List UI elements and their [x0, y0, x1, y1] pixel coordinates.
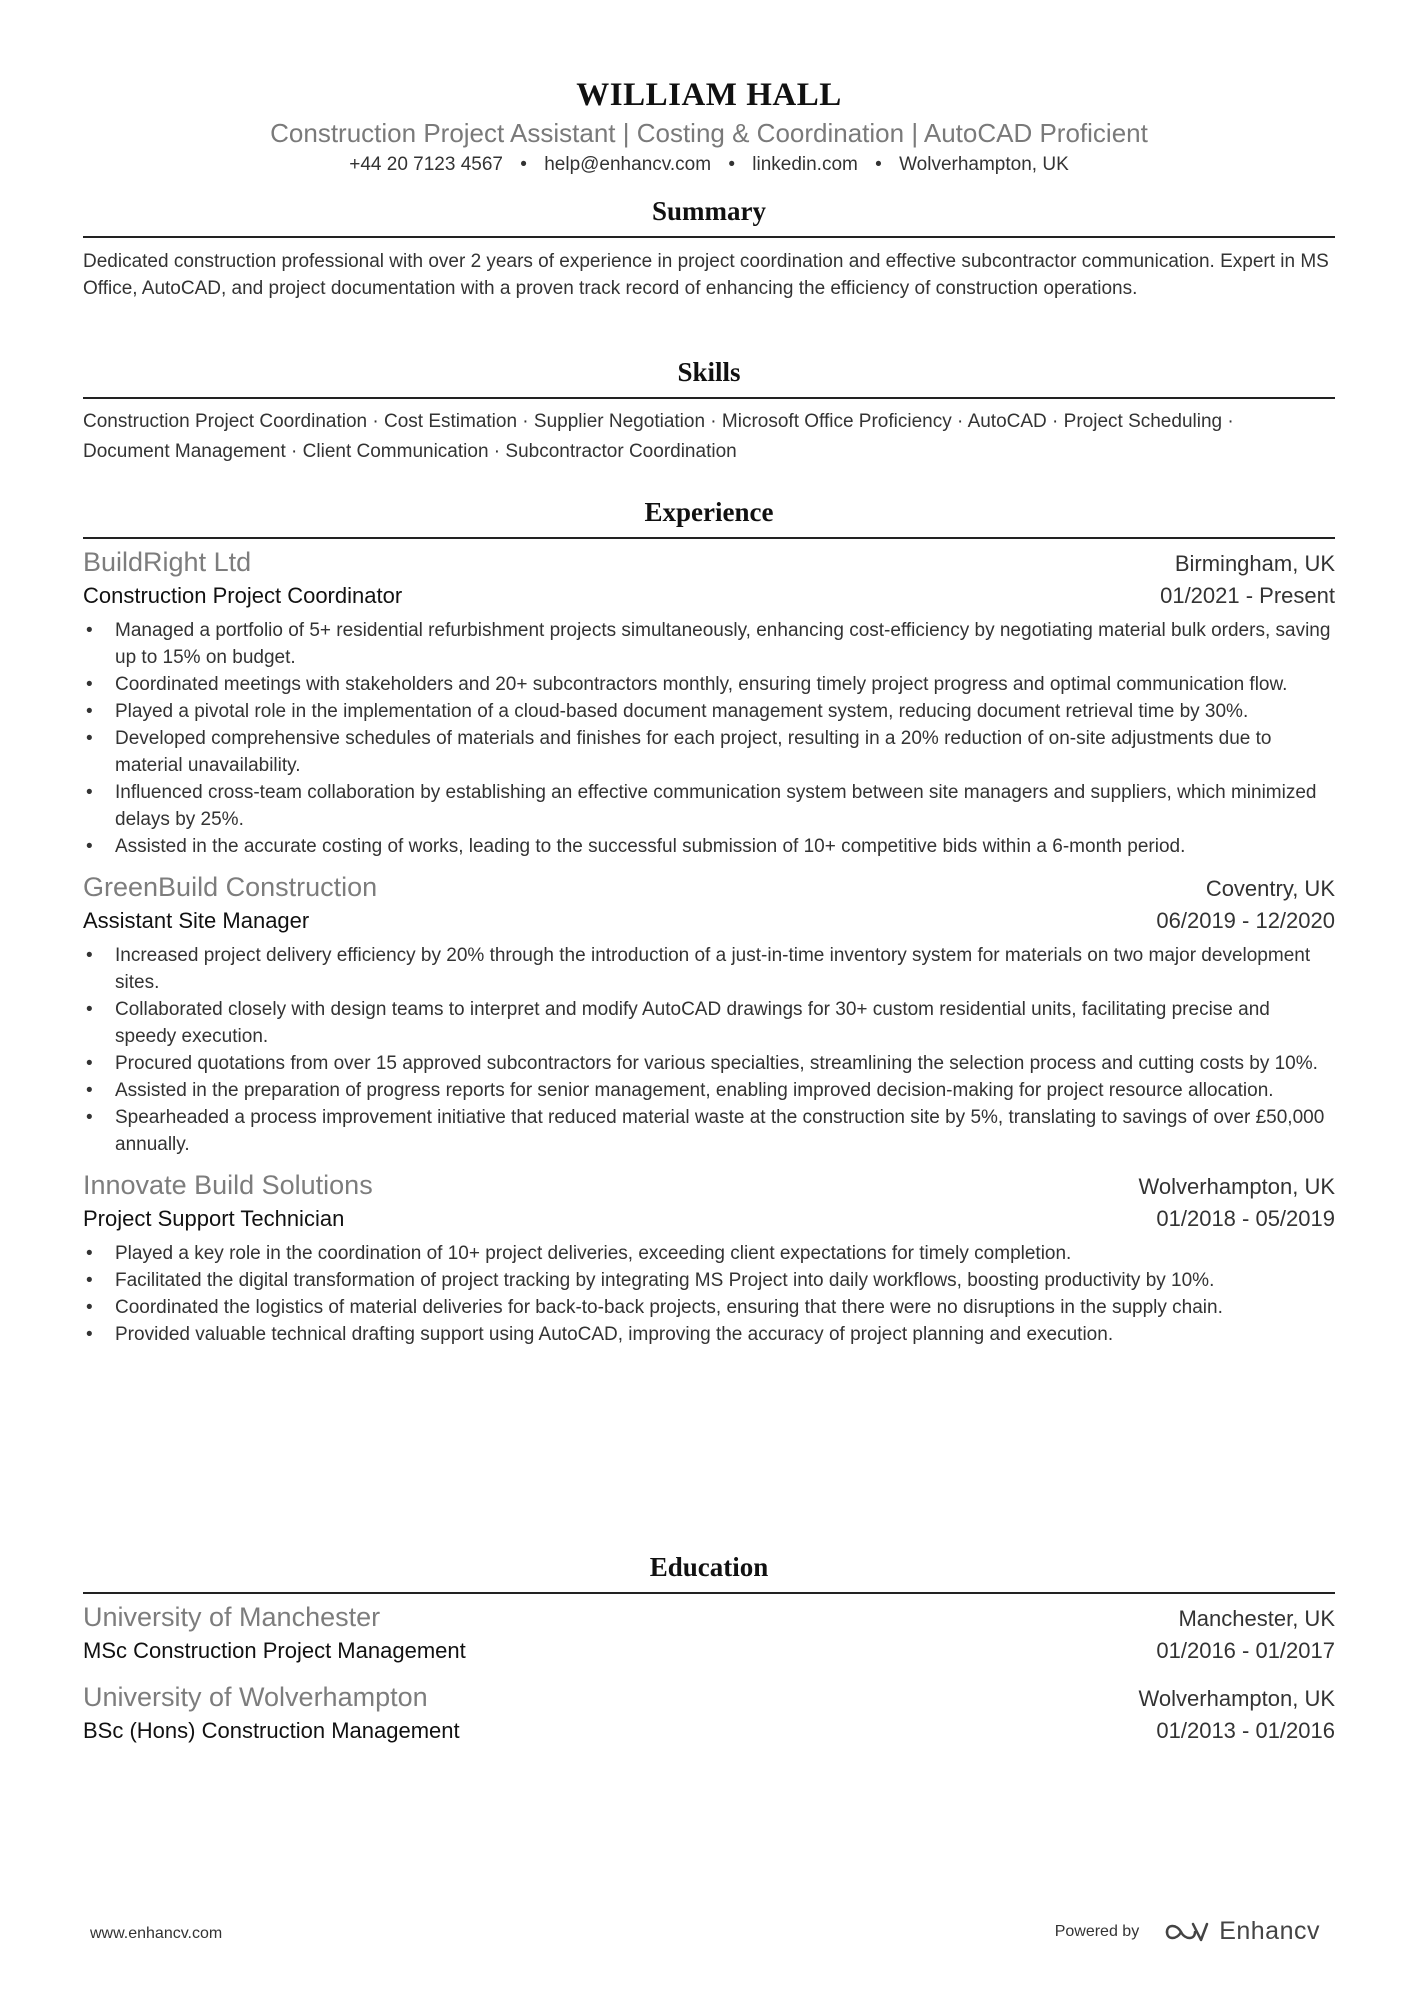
- education-subheader: [83, 1716, 1335, 1746]
- job-location: Birmingham, UK: [1174, 551, 1335, 576]
- footer-website-link[interactable]: www.enhancv.com: [90, 1925, 223, 1942]
- skills-heading: Skills: [83, 355, 1335, 399]
- skills-list: [83, 407, 1335, 467]
- bullet-item: • Played a key role in the coordination of 10+ project deliveries, exceeding client expectations for timely completion.: [83, 1240, 1335, 1267]
- skills-section: [83, 355, 1335, 467]
- school-location: Wolverhampton, UK: [1138, 1686, 1335, 1711]
- education-dates: 01/2016 - 01/2017: [1156, 1638, 1335, 1663]
- bullet-item: • Coordinated meetings with stakeholders and 20+ subcontractors monthly, ensuring timely project progress and optimal communication flow.: [83, 671, 1335, 698]
- bullet-item: • Assisted in the accurate costing of works, leading to the successful submission of 10+ competitive bids within a 6-month period.: [83, 833, 1335, 860]
- contact-location: Wolverhampton, UK: [899, 154, 1069, 175]
- separator-dot: •: [728, 154, 735, 175]
- education-section: [83, 1550, 1335, 1746]
- job-entry: [83, 545, 1335, 860]
- resume-page: [83, 0, 1335, 1995]
- skills-line: Construction Project Coordination · Cost Estimation · Supplier Negotiation · Microsoft Office Proficiency · AutoCAD · Project Scheduling ·: [83, 411, 1234, 432]
- bullet-item: • Developed comprehensive schedules of materials and finishes for each project, resulting in a 20% reduction of on-site adjustments due to material unavailability.: [83, 725, 1335, 779]
- school-location: Manchester, UK: [1178, 1606, 1335, 1631]
- degree-name: MSc Construction Project Management: [83, 1638, 466, 1663]
- job-subheader: [83, 1204, 1335, 1234]
- job-header: [83, 1168, 1335, 1204]
- summary-text: Dedicated construction professional with over 2 years of experience in project coordination and effective subcontractor communication. Expert in MS Office, AutoCAD, and project documentation with a proven track record of enhancing the efficiency of construction operations.: [83, 251, 1329, 299]
- education-entry: [83, 1680, 1335, 1746]
- job-dates: 01/2018 - 05/2019: [1156, 1206, 1335, 1231]
- job-location: Coventry, UK: [1205, 876, 1335, 901]
- job-title: Construction Project Coordinator: [83, 583, 403, 608]
- powered-by-block[interactable]: [1055, 1917, 1320, 1946]
- job-header: [83, 870, 1335, 906]
- phone-number: +44 20 7123 4567: [349, 154, 503, 175]
- bullet-item: • Facilitated the digital transformation of project tracking by integrating MS Project into daily workflows, boosting productivity by 10%.: [83, 1267, 1335, 1294]
- education-header: [83, 1600, 1335, 1636]
- experience-heading: Experience: [83, 495, 1335, 539]
- job-bullets: [83, 942, 1335, 1158]
- page-footer: [90, 1917, 1320, 1957]
- company-name: GreenBuild Construction: [83, 872, 378, 902]
- candidate-name: WILLIAM HALL: [576, 77, 842, 113]
- job-dates: 06/2019 - 12/2020: [1156, 908, 1335, 933]
- separator-dot: •: [875, 154, 882, 175]
- bullet-item: • Increased project delivery efficiency by 20% through the introduction of a just-in-time inventory system for materials on two major development sites.: [83, 942, 1335, 996]
- skills-line: Document Management · Client Communication · Subcontractor Coordination: [83, 441, 737, 462]
- school-name: University of Manchester: [83, 1602, 381, 1632]
- enhancv-logo-icon: [1163, 1919, 1209, 1945]
- bullet-item: • Coordinated the logistics of material deliveries for back-to-back projects, ensuring that there were no disruptions in the supply chain.: [83, 1294, 1335, 1321]
- education-dates: 01/2013 - 01/2016: [1156, 1718, 1335, 1743]
- contact-line: [83, 152, 1335, 178]
- job-title: Project Support Technician: [83, 1206, 345, 1231]
- job-entry: [83, 870, 1335, 1158]
- bullet-item: • Assisted in the preparation of progress reports for senior management, enabling improved decision-making for project resource allocation.: [83, 1077, 1335, 1104]
- education-heading: Education: [83, 1550, 1335, 1594]
- powered-by-label: Powered by: [1054, 1922, 1140, 1940]
- job-location: Wolverhampton, UK: [1138, 1174, 1335, 1199]
- email-link[interactable]: help@enhancv.com: [544, 154, 712, 175]
- job-bullets: [83, 617, 1335, 860]
- job-header: [83, 545, 1335, 581]
- company-name: BuildRight Ltd: [83, 547, 252, 577]
- bullet-item: • Played a pivotal role in the implementation of a cloud-based document management system, reducing document retrieval time by 30%.: [83, 698, 1335, 725]
- summary-heading: Summary: [83, 194, 1335, 238]
- job-subheader: [83, 906, 1335, 936]
- degree-name: BSc (Hons) Construction Management: [83, 1718, 460, 1743]
- job-entry: [83, 1168, 1335, 1348]
- experience-section: [83, 495, 1335, 1348]
- summary-section: [83, 194, 1335, 302]
- enhancv-brand-name: Enhancv: [1219, 1917, 1320, 1945]
- education-subheader: [83, 1636, 1335, 1666]
- bullet-item: • Collaborated closely with design teams to interpret and modify AutoCAD drawings for 30+ custom residential units, facilitating precise and speedy execution.: [83, 996, 1335, 1050]
- bullet-item: • Procured quotations from over 15 approved subcontractors for various specialties, streamlining the selection process and cutting costs by 10%.: [83, 1050, 1335, 1077]
- education-header: [83, 1680, 1335, 1716]
- bullet-item: • Influenced cross-team collaboration by establishing an effective communication system between site managers and suppliers, which minimized delays by 25%.: [83, 779, 1335, 833]
- resume-header: [83, 0, 1335, 178]
- candidate-headline: Construction Project Assistant | Costing & Coordination | AutoCAD Proficient: [270, 118, 1148, 148]
- linkedin-link[interactable]: linkedin.com: [752, 154, 858, 175]
- bullet-item: • Spearheaded a process improvement initiative that reduced material waste at the construction site by 5%, translating to savings of over £50,000 annually.: [83, 1104, 1335, 1158]
- job-title: Assistant Site Manager: [83, 908, 310, 933]
- school-name: University of Wolverhampton: [83, 1682, 428, 1712]
- job-dates: 01/2021 - Present: [1160, 583, 1335, 608]
- bullet-item: • Managed a portfolio of 5+ residential refurbishment projects simultaneously, enhancing cost-efficiency by negotiating material bulk orders, saving up to 15% on budget.: [83, 617, 1335, 671]
- bullet-item: • Provided valuable technical drafting support using AutoCAD, improving the accuracy of project planning and execution.: [83, 1321, 1335, 1348]
- job-bullets: [83, 1240, 1335, 1348]
- separator-dot: •: [520, 154, 527, 175]
- education-entry: [83, 1600, 1335, 1666]
- company-name: Innovate Build Solutions: [83, 1170, 373, 1200]
- job-subheader: [83, 581, 1335, 611]
